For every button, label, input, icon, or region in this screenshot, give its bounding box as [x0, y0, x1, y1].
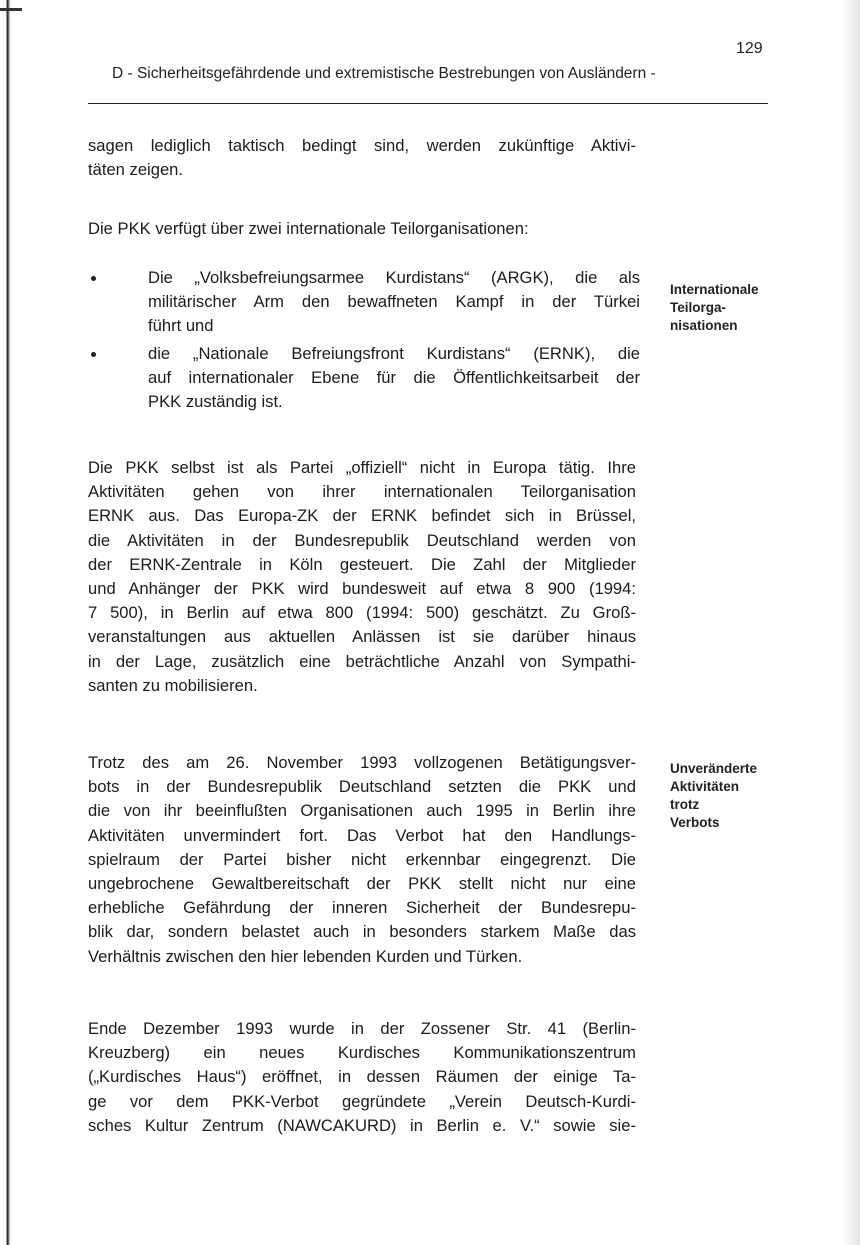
margin-note-unveraendert: [670, 760, 820, 832]
margin-note-line: trotz: [670, 797, 700, 812]
paragraph-continuation: [88, 134, 636, 182]
scan-corner-mark: [0, 8, 22, 11]
text-line: ge vor dem PKK-Verbot gegründete „Verein Deutsch-Kurdi-: [88, 1091, 636, 1111]
text-line: ungebrochene Gewaltbereitschaft der PKK stellt nicht nur eine: [88, 874, 636, 894]
text-line: führt und: [148, 316, 214, 336]
text-line: auf internationaler Ebene für die Öffentlichkeitsarbeit der: [148, 367, 640, 387]
text-line: sches Kultur Zentrum (NAWCAKURD) in Berlin e. V.“ sowie sie-: [88, 1115, 636, 1135]
text-line: Die „Volksbefreiungsarmee Kurdistans“ (ARGK), die als: [148, 268, 640, 287]
text-line: bots in der Bundesrepublik Deutschland setzten die PKK und: [88, 777, 636, 797]
margin-note-line: Teilorga-: [670, 300, 727, 315]
header-divider: [88, 103, 768, 104]
text-line: die „Nationale Befreiungsfront Kurdistans“ (ERNK), die: [148, 343, 640, 363]
text-line: („Kurdisches Haus“) eröffnet, in dessen Räumen der einige Ta-: [88, 1067, 636, 1087]
running-header: D - Sicherheitsgefährdende und extremistische Bestrebungen von Ausländern -: [112, 65, 656, 82]
text-line: 7 500), in Berlin auf etwa 800 (1994: 500) geschätzt. Zu Groß-: [88, 603, 636, 623]
text-line: Trotz des am 26. November 1993 vollzogenen Betätigungsver-: [88, 753, 636, 772]
list-item: [88, 342, 640, 415]
margin-note-line: Aktivitäten: [670, 779, 740, 794]
text-line: Aktivitäten unvermindert fort. Das Verbot hat den Handlungs-: [88, 825, 636, 845]
text-line: veranstaltungen aus aktuellen Anlässen ist sie darüber hinaus: [88, 627, 636, 647]
suborganisation-list: [88, 266, 640, 417]
paragraph-kurdisches-haus: [88, 1017, 636, 1138]
text-line: täten zeigen.: [88, 160, 184, 180]
text-line: der ERNK-Zentrale in Köln gesteuert. Die Zahl der Mitglieder: [88, 554, 636, 574]
bullet-icon: [91, 352, 96, 357]
text-line: santen zu mobilisieren.: [88, 675, 258, 695]
text-line: Die PKK verfügt über zwei internationale Teilorganisationen:: [88, 219, 529, 238]
page-number: 129: [736, 40, 763, 57]
text-line: Die PKK selbst ist als Partei „offiziell“ nicht in Europa tätig. Ihre: [88, 458, 636, 477]
text-line: militärischer Arm den bewaffneten Kampf in der Türkei: [148, 292, 640, 312]
text-line: erhebliche Gefährdung der inneren Sicherheit der Bundesrepu-: [88, 898, 636, 918]
text-line: Verhältnis zwischen den hier lebenden Kurden und Türken.: [88, 946, 523, 966]
margin-note-line: nisationen: [670, 318, 738, 333]
paragraph-verbot: [88, 751, 636, 969]
margin-note-international: [670, 281, 820, 335]
margin-note-line: Verbots: [670, 815, 720, 830]
paragraph-intro: [88, 217, 636, 241]
text-line: Aktivitäten gehen von ihrer internationalen Teilorganisation: [88, 482, 636, 502]
scan-right-edge: [842, 0, 860, 1245]
text-line: und Anhänger der PKK wird bundesweit auf etwa 8 900 (1994:: [88, 579, 636, 599]
paragraph-pkk-europe: [88, 456, 636, 698]
text-line: ERNK aus. Das Europa-ZK der ERNK befindet sich in Brüssel,: [88, 506, 636, 526]
text-line: PKK zuständig ist.: [148, 392, 283, 412]
margin-note-line: Internationale: [670, 282, 759, 297]
text-line: spielraum der Partei bisher nicht erkennbar eingegrenzt. Die: [88, 849, 636, 869]
scan-left-edge: [0, 0, 12, 1245]
text-line: in der Lage, zusätzlich eine beträchtliche Anzahl von Sympathi-: [88, 651, 636, 671]
text-line: Ende Dezember 1993 wurde in der Zossener Str. 41 (Berlin-: [88, 1019, 636, 1038]
list-item: [88, 266, 640, 339]
margin-note-line: Unveränderte: [670, 761, 758, 776]
text-line: Kreuzberg) ein neues Kurdisches Kommunikationszentrum: [88, 1043, 636, 1063]
text-line: blik dar, sondern belastet auch in besonders starkem Maße das: [88, 922, 636, 942]
text-line: sagen lediglich taktisch bedingt sind, werden zukünftige Aktivi-: [88, 136, 636, 155]
text-line: die Aktivitäten in der Bundesrepublik Deutschland werden von: [88, 530, 636, 550]
bullet-icon: [91, 276, 96, 281]
text-line: die von ihr beeinflußten Organisationen auch 1995 in Berlin ihre: [88, 801, 636, 821]
